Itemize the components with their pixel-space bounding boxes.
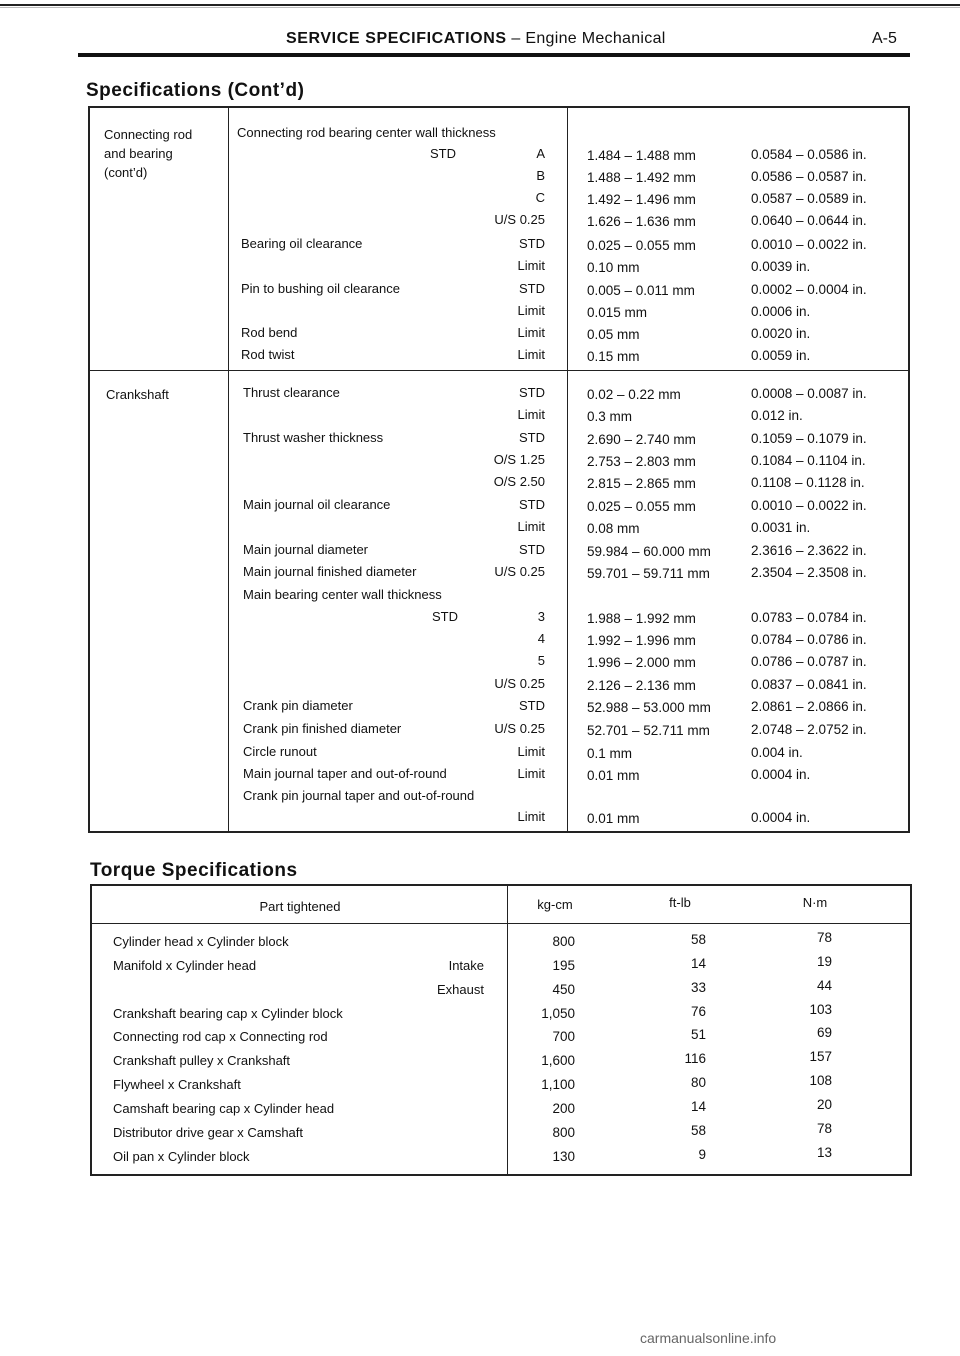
torque-kgcm: 1,600: [541, 1053, 575, 1068]
spec-value-inch: 0.0837 – 0.0841 in.: [751, 677, 867, 692]
group-label-crankshaft: Crankshaft: [106, 387, 169, 402]
specs-group-divider: [89, 370, 909, 371]
torque-part: Crankshaft pulley x Crankshaft: [113, 1053, 291, 1068]
spec-value-inch: 0.0586 – 0.0587 in.: [751, 169, 867, 184]
spec-value-metric: 1.492 – 1.496 mm: [587, 192, 696, 207]
watermark: carmanualsonline.info: [640, 1330, 777, 1346]
torque-nm: 13: [816, 1145, 832, 1160]
spec-value-inch: 0.0640 – 0.0644 in.: [751, 213, 867, 228]
spec-condition: STD: [519, 497, 545, 512]
spec-condition: U/S 0.25: [494, 676, 545, 691]
spec-value-metric: 2.815 – 2.865 mm: [587, 476, 696, 491]
spec-condition: STD: [519, 430, 545, 445]
torque-kgcm: 800: [552, 1125, 575, 1140]
torque-header-divider: [91, 923, 911, 924]
torque-ftlb: 58: [690, 1123, 706, 1138]
spec-condition: STD: [519, 236, 545, 251]
spec-value-metric: 0.08 mm: [587, 521, 640, 536]
spec-value-metric: 2.126 – 2.136 mm: [587, 678, 696, 693]
spec-condition: 3: [537, 609, 545, 624]
spec-item: Pin to bushing oil clearance: [241, 281, 400, 296]
spec-value-inch: 2.3504 – 2.3508 in.: [751, 565, 867, 580]
torque-part: Flywheel x Crankshaft: [113, 1077, 241, 1092]
torque-note: Exhaust: [437, 982, 484, 997]
spec-value-inch: 0.0031 in.: [751, 520, 811, 535]
spec-value-inch: 0.0008 – 0.0087 in.: [751, 386, 867, 401]
spec-value-metric: 1.992 – 1.996 mm: [587, 633, 696, 648]
specs-col-divider-2: [567, 107, 568, 832]
torque-nm: 19: [816, 954, 832, 969]
torque-nm: 108: [809, 1073, 832, 1088]
spec-item: Thrust clearance: [243, 385, 340, 400]
group-label-conrod-line2: and bearing: [104, 146, 173, 161]
spec-value-inch: 0.0004 in.: [751, 767, 811, 782]
specs-section-title: Specifications (Cont’d): [86, 80, 305, 101]
spec-condition: STD: [519, 542, 545, 557]
spec-value-inch: 0.012 in.: [751, 408, 803, 423]
spec-value-inch: 0.0786 – 0.0787 in.: [751, 654, 867, 669]
spec-condition: Limit: [517, 325, 545, 340]
torque-nm: 44: [816, 978, 832, 993]
torque-nm: 78: [816, 930, 832, 945]
torque-part: Distributor drive gear x Camshaft: [113, 1125, 304, 1140]
spec-item: Connecting rod bearing center wall thickness: [237, 125, 496, 140]
torque-ftlb: 76: [690, 1004, 706, 1019]
spec-value-inch: 0.0020 in.: [751, 326, 811, 341]
torque-ftlb: 80: [690, 1075, 706, 1090]
spec-value-inch: 0.1108 – 0.1128 in.: [751, 475, 865, 490]
torque-header-ftlb: ft-lb: [669, 895, 691, 910]
spec-value-inch: 0.0587 – 0.0589 in.: [751, 191, 867, 206]
torque-kgcm: 1,100: [541, 1077, 575, 1092]
header-title-rest: – Engine Mechanical: [506, 30, 666, 47]
spec-value-inch: 0.0584 – 0.0586 in.: [751, 147, 867, 162]
spec-item: Main journal oil clearance: [243, 497, 391, 512]
spec-item: Rod twist: [241, 347, 295, 362]
spec-value-inch: 0.0010 – 0.0022 in.: [751, 498, 867, 513]
spec-item: STD: [432, 609, 458, 624]
spec-condition: O/S 2.50: [493, 474, 545, 489]
spec-condition: Limit: [517, 744, 545, 759]
top-rule: [0, 4, 960, 6]
spec-value-inch: 2.0861 – 2.0866 in.: [751, 699, 867, 714]
running-header: [286, 30, 666, 48]
spec-item: STD: [430, 146, 456, 161]
spec-condition: C: [535, 190, 545, 205]
spec-condition: B: [536, 168, 545, 183]
torque-nm: 69: [816, 1025, 832, 1040]
spec-item: Thrust washer thickness: [243, 430, 384, 445]
spec-condition: O/S 1.25: [493, 452, 545, 467]
torque-kgcm: 800: [552, 934, 575, 949]
spec-value-metric: 0.025 – 0.055 mm: [587, 238, 696, 253]
torque-part: Connecting rod cap x Connecting rod: [113, 1029, 328, 1044]
spec-item: Crank pin finished diameter: [243, 721, 402, 736]
spec-value-metric: 52.988 – 53.000 mm: [587, 700, 711, 715]
spec-condition: Limit: [517, 258, 545, 273]
spec-value-inch: 0.0039 in.: [751, 259, 811, 274]
spec-value-metric: 0.015 mm: [587, 305, 648, 320]
spec-condition: 5: [537, 653, 545, 668]
spec-condition: A: [536, 146, 545, 161]
torque-kgcm: 700: [552, 1029, 575, 1044]
spec-value-metric: 1.488 – 1.492 mm: [587, 170, 696, 185]
spec-item: Main bearing center wall thickness: [243, 587, 442, 602]
spec-value-inch: 0.0059 in.: [751, 348, 811, 363]
spec-item: Bearing oil clearance: [241, 236, 363, 251]
page-number: A-5: [872, 30, 897, 47]
spec-value-inch: 2.0748 – 2.0752 in.: [751, 722, 867, 737]
spec-condition: Limit: [517, 347, 545, 362]
spec-value-metric: 0.02 – 0.22 mm: [587, 387, 681, 402]
torque-ftlb: 58: [690, 932, 706, 947]
torque-nm: 157: [809, 1049, 832, 1064]
spec-value-metric: 2.690 – 2.740 mm: [587, 432, 696, 447]
spec-value-inch: 0.0006 in.: [751, 304, 811, 319]
spec-condition: U/S 0.25: [494, 721, 545, 736]
torque-kgcm: 195: [552, 958, 575, 973]
spec-item: Crank pin journal taper and out-of-round: [243, 788, 475, 803]
torque-nm: 103: [809, 1002, 832, 1017]
spec-condition: Limit: [517, 519, 545, 534]
spec-value-metric: 59.984 – 60.000 mm: [587, 544, 711, 559]
top-rule-thin: [0, 7, 960, 8]
spec-value-metric: 59.701 – 59.711 mm: [587, 566, 710, 581]
specs-col-divider-1: [228, 107, 229, 832]
torque-kgcm: 450: [552, 982, 575, 997]
spec-condition: Limit: [517, 407, 545, 422]
spec-condition: STD: [519, 698, 545, 713]
spec-value-metric: 0.15 mm: [587, 349, 640, 364]
group-label-conrod-line1: Connecting rod: [104, 127, 193, 142]
spec-condition: Limit: [517, 809, 545, 824]
spec-item: Main journal taper and out-of-round: [243, 766, 447, 781]
spec-value-metric: 0.025 – 0.055 mm: [587, 499, 696, 514]
spec-value-inch: 0.0004 in.: [751, 810, 811, 825]
spec-value-metric: 0.3 mm: [587, 409, 633, 424]
spec-value-inch: 0.0784 – 0.0786 in.: [751, 632, 867, 647]
header-rule: [78, 53, 910, 57]
torque-nm: 20: [816, 1097, 832, 1112]
spec-value-metric: 0.1 mm: [587, 746, 633, 761]
spec-value-metric: 1.626 – 1.636 mm: [587, 214, 696, 229]
torque-ftlb: 116: [684, 1051, 706, 1066]
torque-note: Intake: [448, 958, 484, 973]
spec-item: Crank pin diameter: [243, 698, 353, 713]
torque-ftlb: 14: [690, 1099, 706, 1114]
torque-part: Manifold x Cylinder head: [113, 958, 257, 973]
spec-value-metric: 0.05 mm: [587, 327, 640, 342]
spec-item: Rod bend: [241, 325, 298, 340]
spec-value-inch: 0.0002 – 0.0004 in.: [751, 282, 867, 297]
spec-value-inch: 0.004 in.: [751, 745, 803, 760]
torque-kgcm: 200: [552, 1101, 575, 1116]
spec-value-metric: 1.988 – 1.992 mm: [587, 611, 696, 626]
torque-part: Cylinder head x Cylinder block: [113, 934, 289, 949]
spec-value-inch: 0.0783 – 0.0784 in.: [751, 610, 867, 625]
header-title-bold: SERVICE SPECIFICATIONS: [286, 30, 507, 47]
spec-value-metric: 0.01 mm: [587, 811, 640, 826]
torque-part: Crankshaft bearing cap x Cylinder block: [113, 1006, 343, 1021]
torque-header-part: Part tightened: [259, 899, 341, 914]
spec-item: Main journal diameter: [243, 542, 369, 557]
spec-value-inch: 0.1084 – 0.1104 in.: [751, 453, 866, 468]
spec-value-metric: 52.701 – 52.711 mm: [587, 723, 710, 738]
spec-condition: Limit: [517, 766, 545, 781]
spec-condition: STD: [519, 281, 545, 296]
spec-condition: U/S 0.25: [494, 564, 545, 579]
torque-ftlb: 51: [690, 1027, 706, 1042]
spec-value-metric: 2.753 – 2.803 mm: [587, 454, 696, 469]
torque-header-nm: N·m: [802, 895, 828, 910]
spec-value-inch: 0.1059 – 0.1079 in.: [751, 431, 867, 446]
spec-value-metric: 0.10 mm: [587, 260, 640, 275]
spec-item: Circle runout: [243, 744, 317, 759]
spec-value-metric: 0.005 – 0.011 mm: [587, 283, 695, 298]
spec-condition: 4: [537, 631, 545, 646]
spec-condition: STD: [519, 385, 545, 400]
torque-part: Oil pan x Cylinder block: [113, 1149, 250, 1164]
spec-item: Main journal finished diameter: [243, 564, 417, 579]
spec-value-metric: 1.484 – 1.488 mm: [587, 148, 696, 163]
spec-value-inch: 0.0010 – 0.0022 in.: [751, 237, 867, 252]
spec-value-inch: 2.3616 – 2.3622 in.: [751, 543, 867, 558]
spec-value-metric: 1.996 – 2.000 mm: [587, 655, 696, 670]
torque-ftlb: 9: [698, 1147, 706, 1162]
torque-nm: 78: [816, 1121, 832, 1136]
torque-header-kgcm: kg-cm: [537, 897, 573, 912]
spec-condition: Limit: [517, 303, 545, 318]
group-label-conrod-line3: (cont’d): [104, 165, 148, 180]
spec-condition: U/S 0.25: [494, 212, 545, 227]
torque-section-title: Torque Specifications: [90, 860, 298, 881]
torque-ftlb: 14: [690, 956, 706, 971]
torque-ftlb: 33: [690, 980, 706, 995]
torque-kgcm: 130: [552, 1149, 575, 1164]
torque-part: Camshaft bearing cap x Cylinder head: [113, 1101, 335, 1116]
torque-kgcm: 1,050: [541, 1006, 575, 1021]
spec-value-metric: 0.01 mm: [587, 768, 640, 783]
